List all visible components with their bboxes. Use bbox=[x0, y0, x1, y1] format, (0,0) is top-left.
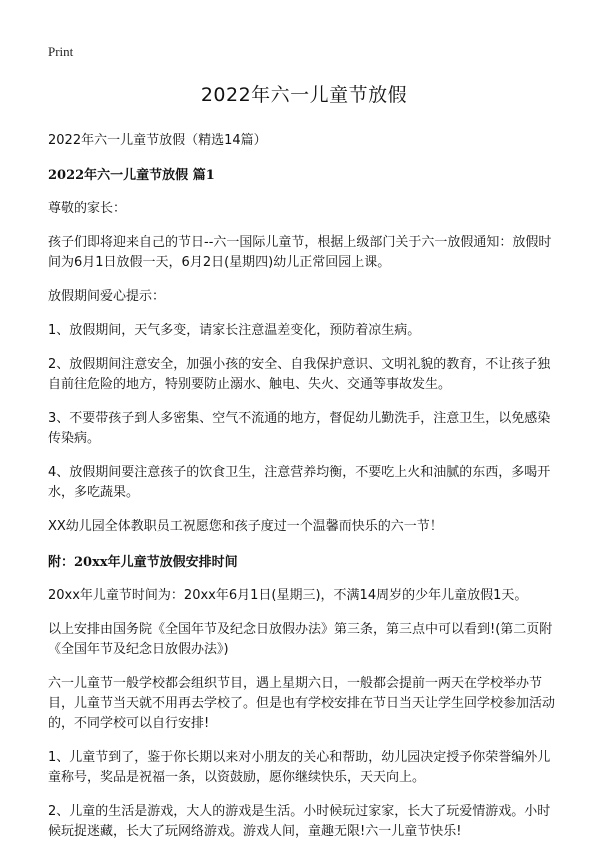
wish-item: 2、儿童的生活是游戏，大人的游戏是生活。小时候玩过家家，长大了玩爱情游戏。小时候玩捉迷藏，长大了玩网络游戏。游戏人间，童趣无限!六一儿童节快乐! bbox=[48, 804, 551, 839]
tip-item: 4、放假期间要注意孩子的饮食卫生，注意营养均衡，不要吃上火和油腻的东西，多喝开水，多吃蔬果。 bbox=[48, 465, 551, 500]
paragraph: 20xx年儿童节时间为：20xx年6月1日(星期三)，不满14周岁的少年儿童放假1天。 bbox=[48, 588, 528, 603]
paragraph: 孩子们即将迎来自己的节日--六一国际儿童节，根据上级部门关于六一放假通知：放假时间为6月1日放假一天，6月2日(星期四)幼儿正常回园上课。 bbox=[48, 235, 552, 270]
closing-wish: XX幼儿园全体教职员工祝愿您和孩子度过一个温馨而快乐的六一节！ bbox=[48, 519, 443, 534]
tip-item: 3、不要带孩子到人多密集、空气不流通的地方，督促幼儿勤洗手，注意卫生，以免感染传染病。 bbox=[48, 411, 551, 446]
salutation: 尊敬的家长： bbox=[48, 201, 127, 216]
paragraph: 六一儿童节一般学校都会组织节目，遇上星期六日，一般都会提前一两天在学校举办节目，儿童节当天就不用再去学校了。但是也有学校安排在节日当天让学生回学校参加活动的，不同学校可以自行安排! bbox=[48, 676, 556, 731]
document-title: 2022年六一儿童节放假 bbox=[200, 84, 408, 106]
tip-item: 2、放假期间注意安全，加强小孩的安全、自我保护意识、文明礼貌的教育，不让孩子独自前往危险的地方，特别要防止溺水、触电、失火、交通等事故发生。 bbox=[48, 357, 551, 392]
paragraph: 放假期间爱心提示： bbox=[48, 289, 166, 304]
print-label: Print bbox=[48, 44, 74, 59]
paragraph: 以上安排由国务院《全国年节及纪念日放假办法》第三条，第三点中可以看到!(第二页附《全国年节及纪念日放假办法》) bbox=[48, 622, 553, 657]
document-subtitle: 2022年六一儿童节放假（精选14篇） bbox=[48, 133, 267, 148]
tip-item: 1、放假期间，天气多变，请家长注意温差变化，预防着凉生病。 bbox=[48, 323, 421, 338]
section-heading-1: 2022年六一儿童节放假 篇1 bbox=[48, 168, 215, 183]
wish-item: 1、儿童节到了，鉴于你长期以来对小朋友的关心和帮助，幼儿园决定授予你荣誉编外儿童称号，奖品是祝福一条，以资鼓励，愿你继续快乐，天天向上。 bbox=[48, 750, 551, 785]
section-heading-2: 附：20xx年儿童节放假安排时间 bbox=[48, 555, 238, 570]
